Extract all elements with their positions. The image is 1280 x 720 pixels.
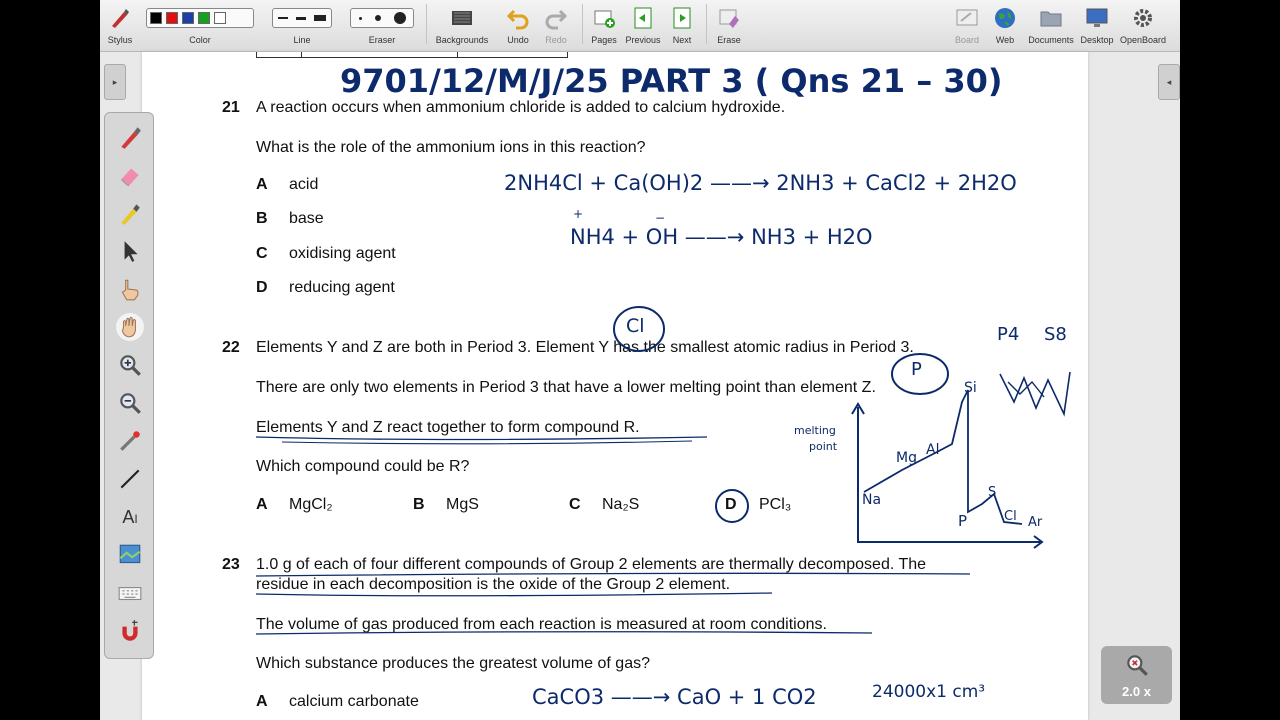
openboard-window <box>100 0 1180 720</box>
eraser-sizes <box>350 8 414 28</box>
keyboard-tool[interactable] <box>116 579 144 607</box>
magnet-tool[interactable] <box>116 617 144 645</box>
color-blue[interactable] <box>182 12 194 24</box>
option-letter: B <box>413 496 425 513</box>
zoom-indicator[interactable] <box>1101 646 1172 704</box>
next-page-icon <box>670 6 694 30</box>
web-label: Web <box>995 35 1015 45</box>
documents-button[interactable] <box>1026 0 1076 52</box>
handwritten-p-small: P <box>958 512 968 530</box>
underline <box>256 437 707 440</box>
next-label: Next <box>672 35 692 45</box>
pointing-hand-icon <box>117 276 143 302</box>
underline <box>282 441 692 444</box>
erase-label: Erase <box>717 35 741 45</box>
board-icon <box>955 6 979 30</box>
color-green[interactable] <box>198 12 210 24</box>
cursor-icon <box>117 238 143 264</box>
eraser-large[interactable] <box>394 12 406 24</box>
option-letter: B <box>256 210 268 227</box>
openboard-label: OpenBoard <box>1119 35 1167 45</box>
backgrounds-button[interactable] <box>432 0 492 52</box>
handwritten-equation: 2NH4Cl + Ca(OH)2 ——→ 2NH3 + CaCl2 + 2H2O <box>504 171 1017 195</box>
undo-label: Undo <box>507 35 529 45</box>
zoom-out-icon <box>117 390 143 416</box>
laser-pointer-icon <box>117 428 143 454</box>
openboard-menu-button[interactable] <box>1118 0 1168 52</box>
molecule-sketch <box>1000 372 1070 414</box>
keyboard-icon <box>117 580 143 606</box>
line-medium[interactable] <box>296 17 306 20</box>
graph-arrowhead <box>1034 536 1042 548</box>
option-text: reducing agent <box>289 279 395 296</box>
option-text: base <box>289 210 324 227</box>
undo-button[interactable] <box>500 0 536 52</box>
previous-page-icon <box>631 6 655 30</box>
redo-icon <box>544 6 568 30</box>
pen-icon <box>117 124 143 150</box>
monitor-icon <box>1085 6 1109 30</box>
board-page[interactable] <box>142 52 1088 720</box>
eraser-small[interactable] <box>359 17 362 20</box>
erase-button[interactable] <box>710 0 748 52</box>
question-number: 22 <box>222 339 240 356</box>
molecule-sketch <box>1008 382 1044 397</box>
line-thick[interactable] <box>314 15 326 21</box>
handwritten-s: S <box>988 485 997 500</box>
question-prompt: Which compound could be R? <box>256 458 470 475</box>
handwritten-p: P <box>911 359 922 380</box>
magnifier-icon <box>1124 652 1150 678</box>
line-width-selector[interactable] <box>268 0 336 52</box>
pages-button[interactable] <box>586 0 622 52</box>
documents-label: Documents <box>1028 35 1074 45</box>
handwritten-s8: S8 <box>1044 324 1067 345</box>
web-button[interactable] <box>988 0 1022 52</box>
main-toolbar <box>100 0 1180 52</box>
handwritten-decomposition: CaCO3 ——→ CaO + 1 CO2 <box>532 685 817 709</box>
color-selector[interactable] <box>142 0 258 52</box>
undo-icon <box>506 6 530 30</box>
right-panel-toggle[interactable]: ◂ <box>1158 64 1180 100</box>
handwritten-title: 9701/12/M/J/25 PART 3 ( Qns 21 – 30) <box>340 62 1003 100</box>
handwritten-mg: Mg <box>896 450 917 466</box>
graph-arrowhead <box>852 404 864 414</box>
handwritten-volume: 24000x1 cm³ <box>872 682 986 702</box>
eraser-size-selector[interactable] <box>346 0 418 52</box>
stylus-icon <box>108 6 132 30</box>
desktop-button[interactable] <box>1078 0 1116 52</box>
question-number: 21 <box>222 99 240 116</box>
next-page-button[interactable] <box>664 0 700 52</box>
handwritten-al: Al <box>926 442 940 458</box>
erase-icon <box>717 6 741 30</box>
line-tool[interactable] <box>116 465 144 493</box>
eraser-icon <box>117 162 143 188</box>
question-line: There are only two elements in Period 3 that have a lower melting point than element Z. <box>256 379 876 396</box>
eraser-tool[interactable] <box>116 161 144 189</box>
interact-tool[interactable] <box>116 275 144 303</box>
question-line: The volume of gas produced from each reaction is measured at room conditions. <box>256 616 827 633</box>
color-label: Color <box>189 35 211 45</box>
option-text: acid <box>289 176 319 193</box>
color-red[interactable] <box>166 12 178 24</box>
option-text: calcium carbonate <box>289 693 419 710</box>
handwritten-axis-label: melting point <box>794 424 838 453</box>
line-thin[interactable] <box>278 17 288 19</box>
table-remnant <box>256 52 568 58</box>
option-letter: C <box>256 245 268 262</box>
backgrounds-icon <box>450 6 474 30</box>
line-widths <box>272 8 332 28</box>
toolbar-divider <box>706 4 707 44</box>
minus-charge: − <box>655 211 666 225</box>
option-letter: A <box>256 693 268 710</box>
eraser-medium[interactable] <box>375 15 381 21</box>
line-label: Line <box>293 35 311 45</box>
stylus-tool[interactable] <box>102 0 138 52</box>
redo-button[interactable] <box>538 0 574 52</box>
board-label: Board <box>954 35 980 45</box>
zoom-level: 2.0 x <box>1122 684 1151 699</box>
zoom-in-tool[interactable] <box>116 351 144 379</box>
hand-tool[interactable] <box>116 313 144 341</box>
previous-page-button[interactable] <box>624 0 662 52</box>
question-line: Elements Y and Z react together to form compound R. <box>256 419 640 436</box>
highlighter-tool[interactable] <box>116 199 144 227</box>
option-letter: D <box>725 496 737 513</box>
board-button[interactable] <box>950 0 984 52</box>
line-icon <box>117 466 143 492</box>
color-white[interactable] <box>214 12 226 24</box>
option-text: oxidising agent <box>289 245 396 262</box>
option-text: Na₂S <box>602 496 640 513</box>
laser-pointer-tool[interactable] <box>116 427 144 455</box>
question-line: Elements Y and Z are both in Period 3. Element Y has the smallest atomic radius in Period 3. <box>256 339 914 356</box>
question-stem: A reaction occurs when ammonium chloride is added to calcium hydroxide. <box>256 99 786 116</box>
magnet-icon <box>117 618 143 644</box>
add-page-icon <box>592 6 616 30</box>
graph-axes <box>858 407 1042 542</box>
toolbar-divider <box>582 4 583 44</box>
question-line: residue in each decomposition is the oxide of the Group 2 element. <box>256 576 731 593</box>
folder-icon <box>1039 6 1063 30</box>
option-letter: A <box>256 496 268 513</box>
text-tool[interactable] <box>116 503 144 531</box>
toolbar-divider <box>426 4 427 44</box>
hand-icon <box>117 314 143 340</box>
color-black[interactable] <box>150 12 162 24</box>
pen-tool[interactable] <box>116 123 144 151</box>
selector-tool[interactable] <box>116 237 144 265</box>
pages-label: Pages <box>591 35 617 45</box>
circle-annotation <box>892 354 948 394</box>
handwritten-ionic-equation: NH4 + OH ——→ NH3 + H2O <box>570 225 873 249</box>
melting-point-trend <box>864 390 1022 524</box>
option-text: PCl₃ <box>759 496 792 513</box>
handwritten-cl-graph: Cl <box>1004 509 1017 524</box>
capture-tool[interactable] <box>116 541 144 569</box>
handwritten-ar: Ar <box>1028 515 1043 530</box>
gear-icon <box>1131 6 1155 30</box>
stylus-label: Stylus <box>107 35 133 45</box>
question-number: 23 <box>222 556 240 573</box>
capture-icon <box>117 542 143 568</box>
eraser-label: Eraser <box>368 35 396 45</box>
tool-palette <box>104 112 154 659</box>
handwritten-na: Na <box>862 492 882 508</box>
option-letter: A <box>256 176 268 193</box>
option-text: MgCl₂ <box>289 496 333 513</box>
left-panel-toggle[interactable]: ▸ <box>104 64 126 100</box>
option-letter: D <box>256 279 268 296</box>
highlighter-icon <box>117 200 143 226</box>
handwritten-cl: Cl <box>626 315 645 337</box>
zoom-out-tool[interactable] <box>116 389 144 417</box>
option-text: MgS <box>446 496 479 513</box>
question-prompt: What is the role of the ammonium ions in this reaction? <box>256 139 646 156</box>
text-icon: AI <box>122 506 138 527</box>
color-swatches <box>146 8 254 28</box>
handwritten-p4: P4 <box>997 324 1020 345</box>
previous-label: Previous <box>625 35 661 45</box>
handwritten-si: Si <box>964 380 977 396</box>
backgrounds-label: Backgrounds <box>435 35 489 45</box>
redo-label: Redo <box>545 35 567 45</box>
zoom-in-icon <box>117 352 143 378</box>
question-line: 1.0 g of each of four different compounds of Group 2 elements are thermally decomposed. The <box>256 556 927 573</box>
option-letter: C <box>569 496 581 513</box>
desktop-label: Desktop <box>1080 35 1114 45</box>
plus-charge: + <box>573 207 584 221</box>
question-prompt: Which substance produces the greatest volume of gas? <box>256 655 650 672</box>
globe-icon <box>993 6 1017 30</box>
